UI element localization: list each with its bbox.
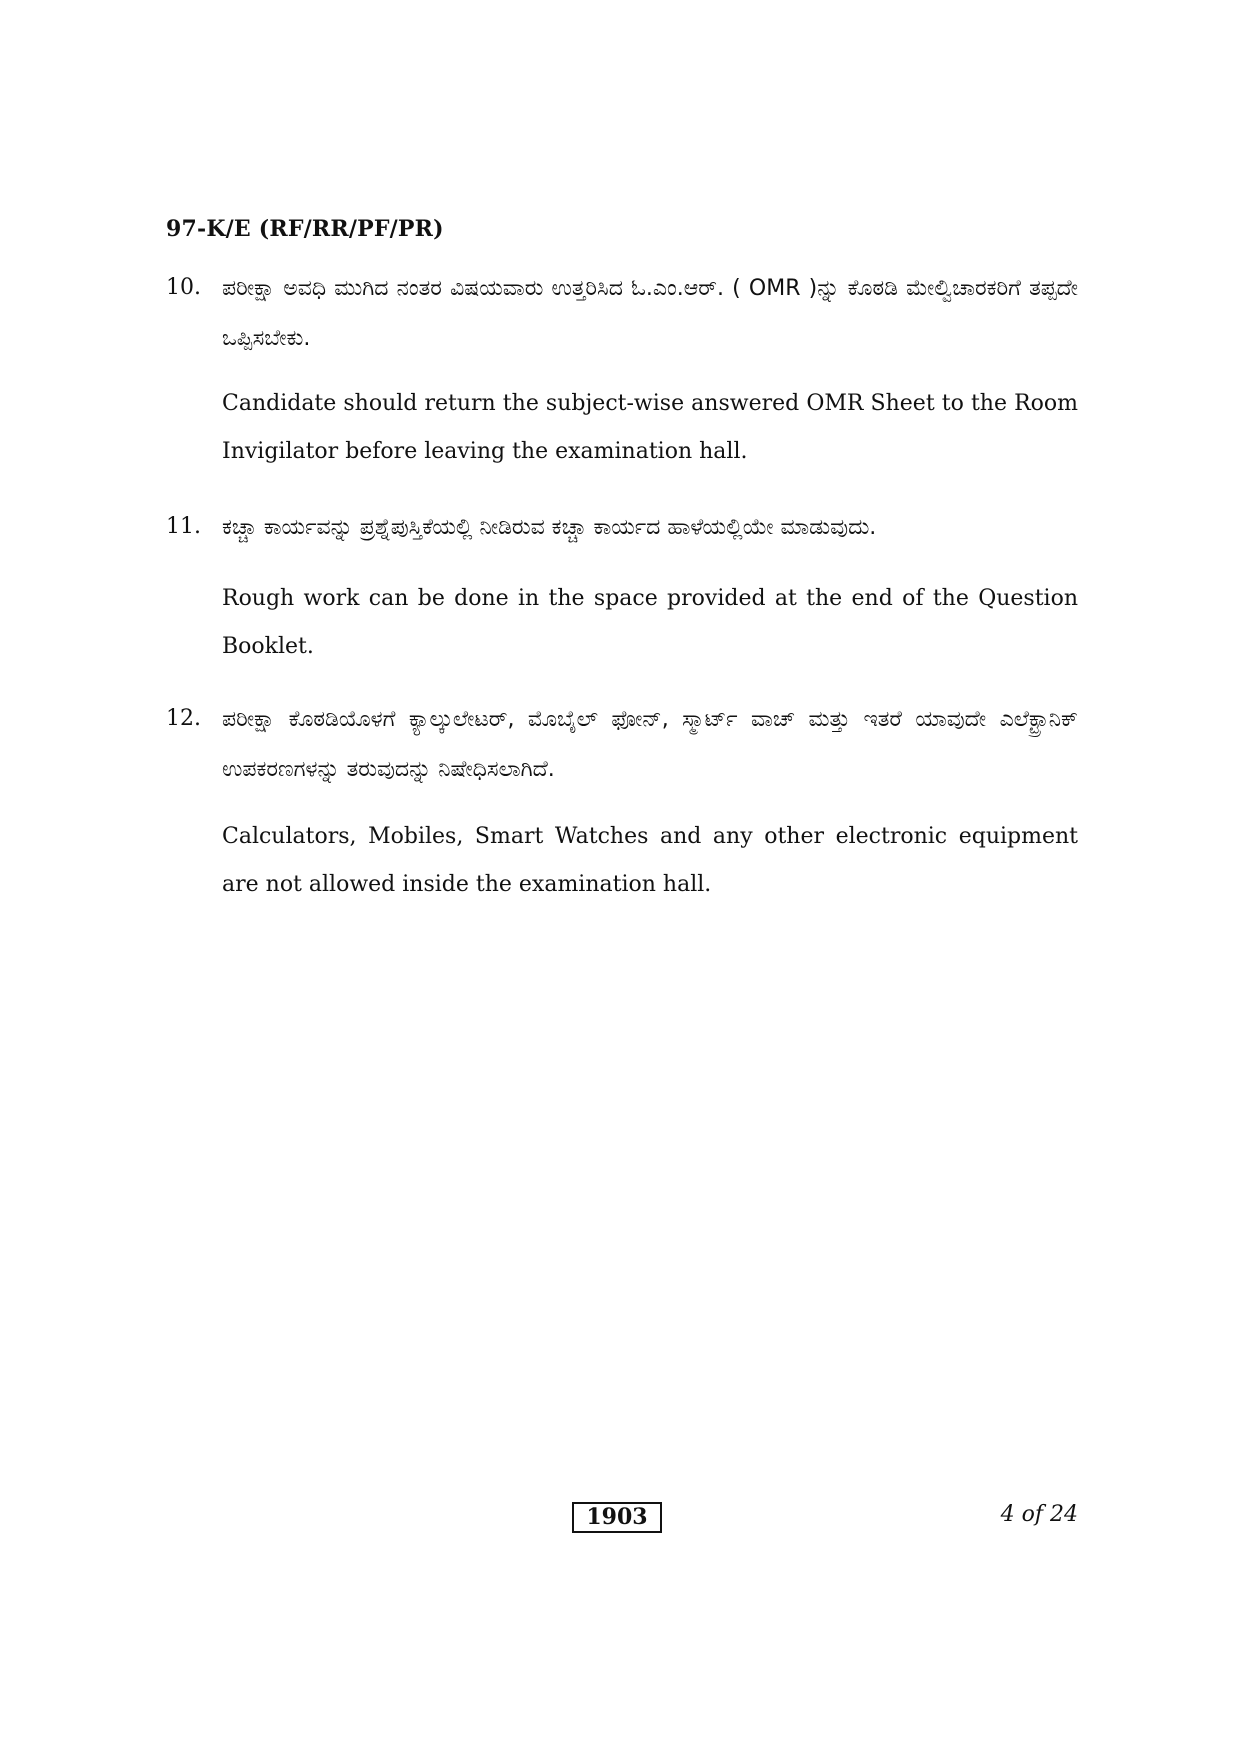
instruction-kannada-text: ಪರೀಕ್ಷಾ ಕೊಠಡಿಯೊಳಗೆ ಕ್ಯಾಲ್ಕುಲೇಟರ್, ಮೊಬೈಲ್ ಫೋನ್, ಸ್ಮಾರ್ಟ್ ವಾಚ್ ಮತ್ತು ಇತರೆ ಯಾವುದೇ ಎಲೆಕ್ಟ್ರಾನಿಕ್ ಉಪಕರಣಗಳನ್ನು ತರುವುದನ್ನು ನಿಷೇಧಿಸಲಾಗಿದೆ. bbox=[222, 707, 1078, 782]
booklet-code-box: 1903 bbox=[572, 1502, 662, 1533]
paper-code-header: 97-K/E (RF/RR/PF/PR) bbox=[166, 216, 444, 242]
instruction-kannada-text: ಪರೀಕ್ಷಾ ಅವಧಿ ಮುಗಿದ ನಂತರ ವಿಷಯವಾರು ಉತ್ತರಿಸಿದ ಓ.ಎಂ.ಆರ್. ( OMR )ನ್ನು ಕೊಠಡಿ ಮೇಲ್ವಿಚಾರಕರಿಗೆ ತಪ್ಪದೇ ಒಪ್ಪಿಸಬೇಕು. bbox=[222, 276, 1078, 351]
instruction-kannada-text: ಕಚ್ಚಾ ಕಾರ್ಯವನ್ನು ಪ್ರಶ್ನೆಪುಸ್ತಿಕೆಯಲ್ಲಿ ನೀಡಿರುವ ಕಚ್ಚಾ ಕಾರ್ಯದ ಹಾಳೆಯಲ್ಲಿಯೇ ಮಾಡುವುದು. bbox=[222, 515, 877, 540]
page-number: 4 of 24 bbox=[1000, 1502, 1078, 1527]
instruction-english-text: Candidate should return the subject-wise answered OMR Sheet to the Room Invigilator before leaving the examination hall. bbox=[222, 391, 1078, 464]
instruction-number: 10. bbox=[166, 275, 201, 300]
instruction-english-text: Rough work can be done in the space provided at the end of the Question Booklet. bbox=[222, 586, 1078, 659]
instruction-english-text: Calculators, Mobiles, Smart Watches and any other electronic equipment are not allowed inside the examination hall. bbox=[222, 824, 1078, 897]
instruction-number: 12. bbox=[166, 706, 201, 731]
instruction-number: 11. bbox=[166, 514, 201, 539]
